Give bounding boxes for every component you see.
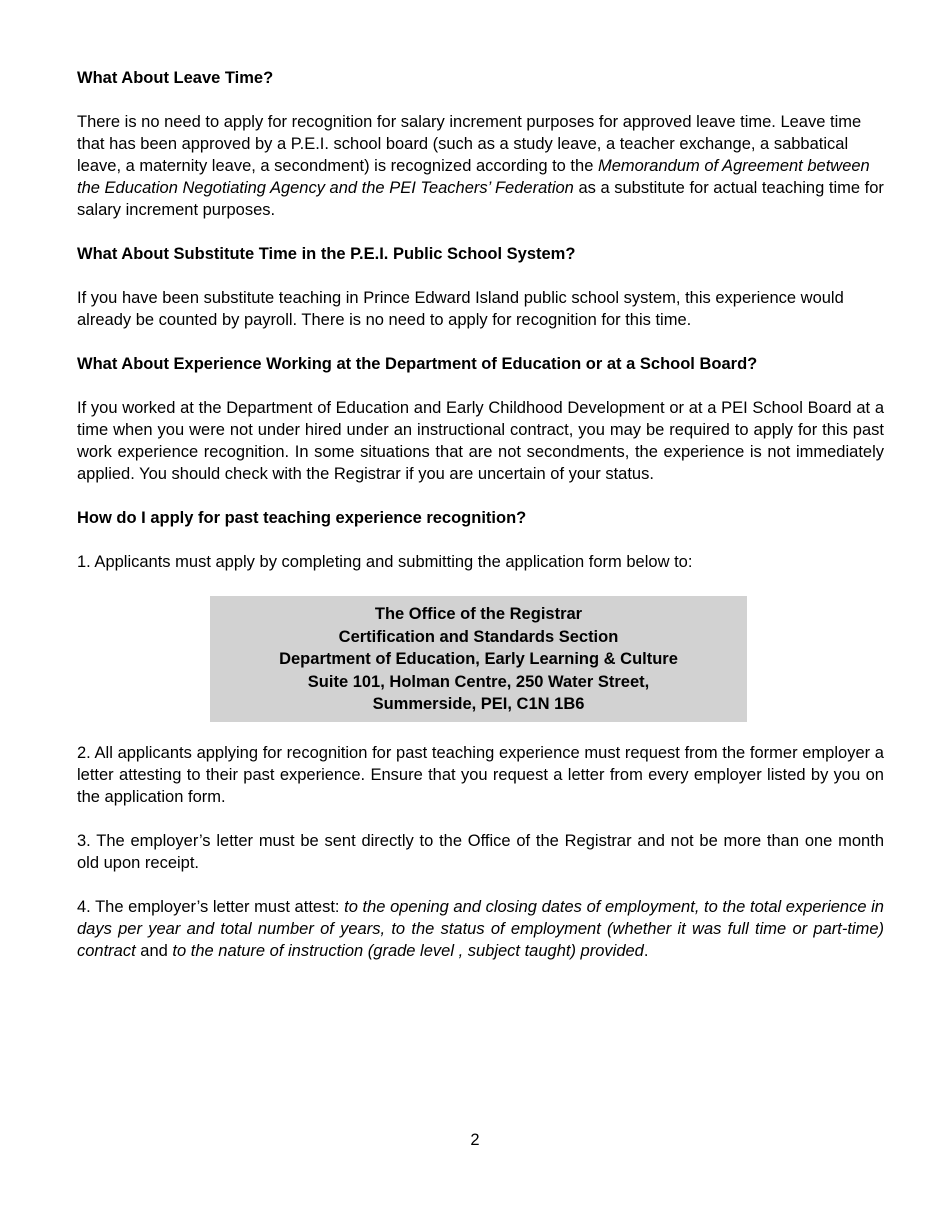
step-4 [77, 896, 884, 962]
step-4-text-1: 4. The employer’s letter must attest: [77, 897, 345, 916]
step-4-text-2: and [135, 941, 173, 960]
page-number: 2 [470, 1131, 480, 1149]
leave-text-2: as a substitute for actual teaching time for salary increment purposes. [77, 179, 884, 219]
leave-text-1: There is no need to apply for recognition for salary increment purposes for approved leave time. Leave time that has been approved by a P.E.I. school board (such as a study leave, a teacher exchange, a sabbatical leave, a maternity leave, a secondment) is recognized according to the [77, 113, 862, 175]
paragraph-leave-time [77, 111, 884, 221]
paragraph-substitute-time: If you have been substitute teaching in Prince Edward Island public school system, this experience would already be counted by payroll. There is no need to apply for recognition for this time. [77, 289, 844, 329]
heading-how-to-apply: How do I apply for past teaching experience recognition? [77, 509, 527, 527]
step-3: 3. The employer’s letter must be sent directly to the Office of the Registrar and not be more than one month old upon receipt. [77, 831, 884, 872]
registrar-address-box [210, 596, 747, 722]
agreement-title: Memorandum of Agreement between the Education Negotiating Agency and the PEI Teachers’ Federation [77, 157, 870, 197]
paragraph-department-experience: If you worked at the Department of Education and Early Childhood Development or at a PEI School Board at a time when you were not under hired under an instructional contract, you may be required to apply for this past work experience recognition. In some situations that are not secondments, the experience is not immediately applied. You should check with the Registrar if you are uncertain of your status. [77, 399, 884, 483]
step-4-emphasis-1: to the opening and closing dates of employment, to the total experience in days per year and total number of years, to the status of employment (whether it was full time or part-time) contract [77, 897, 884, 960]
step-4-text-3: . [643, 941, 649, 960]
address-line-2: Certification and Standards Section [338, 627, 619, 646]
step-1: 1. Applicants must apply by completing and submitting the application form below to: [77, 553, 693, 571]
step-4-emphasis-2: to the nature of instruction (grade level , subject taught) provided [172, 941, 644, 960]
heading-department-experience: What About Experience Working at the Department of Education or at a School Board? [77, 355, 758, 373]
address-line-4: Suite 101, Holman Centre, 250 Water Street, [307, 672, 650, 691]
address-line-1: The Office of the Registrar [374, 605, 583, 623]
address-line-3: Department of Education, Early Learning & Culture [279, 650, 678, 668]
step-2: 2. All applicants applying for recognition for past teaching experience must request from the former employer a letter attesting to their past experience. Ensure that you request a letter from every employer listed by you on the application form. [77, 743, 884, 806]
document-page [77, 67, 884, 962]
address-line-5: Summerside, PEI, C1N 1B6 [372, 695, 585, 713]
heading-leave-time: What About Leave Time? [77, 69, 274, 87]
heading-substitute-time: What About Substitute Time in the P.E.I. Public School System? [77, 245, 576, 263]
